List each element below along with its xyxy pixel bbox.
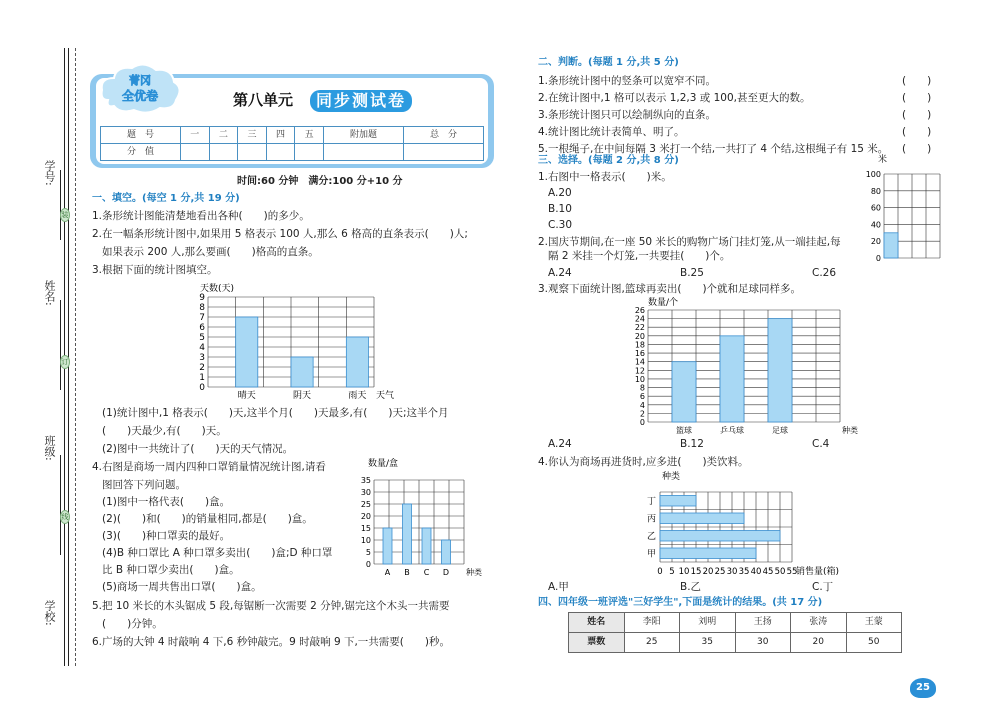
y-tick-label: 2 <box>199 363 205 373</box>
vote-header-cell: 姓名 <box>569 613 625 633</box>
vote-cell: 35 <box>680 633 736 653</box>
score-header-cell: 题 号 <box>101 127 181 144</box>
vote-cell: 30 <box>735 633 791 653</box>
y-tick-label: 16 <box>634 349 645 359</box>
bar <box>442 540 451 564</box>
y-tick-label: 乙 <box>646 531 656 542</box>
y-tick-label: 0 <box>639 418 645 427</box>
section2-title: 二、判断。(每题 1 分,共 5 分) <box>538 57 679 68</box>
x-tick-label: 0 <box>657 567 663 577</box>
score-value-row <box>101 144 484 161</box>
x-tick-label: 10 <box>678 567 690 577</box>
x-tick-label: 雨天 <box>348 391 367 401</box>
y-tick-label: 25 <box>360 500 371 509</box>
choice3-option-a[interactable]: A.24 <box>548 438 572 450</box>
vote-header-cell: 王扬 <box>735 613 791 633</box>
y-tick-label: 0 <box>199 383 205 393</box>
q3-1-text: (1)统计图中,1 格表示( )天,这半个月( )天最多,有( )天;这半个月 <box>102 407 449 419</box>
binding-dash-line <box>75 48 76 666</box>
y-tick-label: 5 <box>199 333 205 343</box>
unit-title: 第八单元 <box>233 91 294 109</box>
section4-title: 四、四年级一班评选"三好学生",下面是统计的结果。(共 17 分) <box>538 597 823 608</box>
section3-title: 三、选择。(每题 2 分,共 8 分) <box>538 155 679 166</box>
binding-mark-bottom: 线 <box>60 510 70 524</box>
y-tick-label: 22 <box>634 323 645 333</box>
logo-line2: 全优卷 <box>121 89 159 103</box>
score-header-cell: 总 分 <box>403 127 483 144</box>
q1-text: 1.条形统计图能清楚地看出各种( )的多少。 <box>92 210 310 222</box>
bar <box>660 496 696 507</box>
score-cell[interactable] <box>238 144 267 161</box>
choice3-option-b[interactable]: B.12 <box>680 438 704 450</box>
q5-text-b: ( )分钟。 <box>102 618 163 630</box>
y-tick-label: 10 <box>360 536 371 545</box>
binding-mark-mid: 订 <box>60 355 70 369</box>
choice4-option-b[interactable]: B.乙 <box>680 581 702 593</box>
bar <box>346 337 368 387</box>
y-tick-label: 24 <box>634 314 645 324</box>
x-tick-label: 5 <box>669 567 675 577</box>
y-tick-label: 丙 <box>646 514 656 525</box>
bar <box>291 357 313 387</box>
vote-header-cell: 王蒙 <box>846 613 902 633</box>
test-title: 同步测试卷 <box>310 90 412 112</box>
choice4-option-c[interactable]: C.丁 <box>812 581 834 593</box>
choice1-option-b[interactable]: B.10 <box>548 203 572 215</box>
bar <box>660 531 780 542</box>
bar <box>403 504 412 564</box>
judge4-answer[interactable]: ( ) <box>902 126 932 138</box>
x-axis-label: 种类 <box>842 426 858 435</box>
x-tick-label: B <box>404 568 410 577</box>
choice4-text: 4.你认为商场再进货时,应多进( )类饮料。 <box>538 456 749 468</box>
y-tick-label: 20 <box>634 331 645 341</box>
score-table <box>100 126 484 161</box>
score-cell[interactable] <box>180 144 209 161</box>
class-label: 班级: <box>43 435 56 461</box>
judge3-answer[interactable]: ( ) <box>902 109 932 121</box>
score-cell[interactable] <box>209 144 238 161</box>
q4-2-text: (2)( )和( )的销量相同,都是( )盒。 <box>102 513 313 525</box>
y-tick-label: 35 <box>360 476 371 485</box>
judge5-answer[interactable]: ( ) <box>902 143 932 155</box>
bar <box>660 548 756 559</box>
chart4-ylabel: 数量/个 <box>648 298 679 308</box>
score-value-label: 分 值 <box>101 144 181 161</box>
y-tick-label: 100 <box>865 170 881 179</box>
y-tick-label: 10 <box>634 374 645 384</box>
x-tick-label: D <box>442 568 450 577</box>
y-tick-label: 8 <box>639 383 645 393</box>
vote-row-label: 票数 <box>569 633 625 653</box>
bar <box>720 336 744 422</box>
judge5-text: 5.一根绳子,在中间每隔 3 米打一个结,一共打了 4 个结,这根绳子有 15 米。 <box>538 143 889 155</box>
name-label: 姓名: <box>43 280 56 306</box>
y-tick-label: 15 <box>360 524 371 533</box>
choice1-option-c[interactable]: C.30 <box>548 219 573 231</box>
q6-text: 6.广场的大钟 4 时敲响 4 下,6 秒钟敲完。9 时敲响 9 下,一共需要( )秒。 <box>92 636 450 648</box>
vote-table <box>568 612 902 653</box>
bar <box>768 319 792 422</box>
y-tick-label: 2 <box>639 409 645 419</box>
y-tick-label: 3 <box>199 353 205 363</box>
choice2-text-a: 2.国庆节期间,在一座 50 米长的购物广场门挂灯笼,从一端挂起,每 <box>538 236 841 248</box>
vote-header-row <box>569 613 902 633</box>
y-tick-label: 14 <box>634 357 645 367</box>
chart5-ylabel: 种类 <box>662 472 681 482</box>
x-tick-label: 20 <box>702 567 714 577</box>
y-tick-label: 80 <box>870 186 881 196</box>
q4-5-text: (5)商场一周共售出口罩( )盒。 <box>102 581 262 593</box>
choice1-option-a[interactable]: A.20 <box>548 187 572 199</box>
y-tick-label: 1 <box>199 373 205 383</box>
q3-1-text-b: ( )天最少,有( )天。 <box>102 425 227 437</box>
score-header-cell: 一 <box>180 127 209 144</box>
y-tick-label: 6 <box>639 392 645 402</box>
ball-sales-chart <box>614 296 864 436</box>
chart1-ylabel: 天数(天) <box>200 284 235 294</box>
q4-4-text-a: (4)B 种口罩比 A 种口罩多卖出( )盒;D 种口罩 <box>102 547 333 559</box>
q4-text-b: 图回答下列问题。 <box>102 479 186 491</box>
choice4-option-a[interactable]: A.甲 <box>548 581 569 593</box>
score-header-cell: 附加题 <box>323 127 403 144</box>
chart3-ylabel: 米 <box>878 155 888 165</box>
y-tick-label: 26 <box>634 306 645 315</box>
y-tick-label: 60 <box>870 203 881 213</box>
y-tick-label: 20 <box>870 237 881 247</box>
q4-3-text: (3)( )种口罩卖的最好。 <box>102 530 231 542</box>
x-tick-label: 35 <box>738 567 750 577</box>
y-tick-label: 30 <box>360 488 371 497</box>
y-tick-label: 0 <box>365 560 371 569</box>
judge2-answer[interactable]: ( ) <box>902 92 932 104</box>
x-tick-label: A <box>384 568 391 577</box>
y-tick-label: 40 <box>870 220 881 230</box>
score-cell[interactable] <box>295 144 324 161</box>
section1-title: 一、填空。(每空 1 分,共 19 分) <box>92 193 240 204</box>
vote-value-row <box>569 633 902 653</box>
q3-text: 3.根据下面的统计图填空。 <box>92 264 218 276</box>
vote-header-cell: 李阳 <box>624 613 680 633</box>
y-tick-label: 5 <box>365 548 371 557</box>
cloud-logo-icon <box>98 60 182 118</box>
school-label: 学校: <box>43 600 56 626</box>
q2-text-a: 2.在一幅条形统计图中,如果用 5 格表示 100 人,那么 6 格高的直条表示( )人; <box>92 228 468 240</box>
y-tick-label: 4 <box>199 343 205 353</box>
y-tick-label: 7 <box>199 313 205 323</box>
weather-bar-chart <box>178 281 398 403</box>
score-header-cell: 四 <box>266 127 295 144</box>
student-id-blank <box>60 170 61 240</box>
x-tick-label: 足球 <box>772 426 788 435</box>
student-id-label: 学号: <box>43 160 56 186</box>
score-header-cell: 三 <box>238 127 267 144</box>
q3-2-text: (2)图中一共统计了( )天的天气情况。 <box>102 443 294 455</box>
score-cell[interactable] <box>266 144 295 161</box>
bar <box>422 528 431 564</box>
x-tick-label: 50 <box>774 567 786 577</box>
score-header-cell: 二 <box>209 127 238 144</box>
judge4-text: 4.统计图比统计表简单、明了。 <box>538 126 685 138</box>
bar <box>236 317 258 387</box>
y-tick-label: 18 <box>634 340 645 350</box>
vote-cell: 50 <box>846 633 902 653</box>
y-tick-label: 甲 <box>646 549 656 560</box>
x-axis-label: 天气 <box>376 391 395 401</box>
y-tick-label: 9 <box>199 293 205 303</box>
bar <box>660 513 744 524</box>
judge1-answer[interactable]: ( ) <box>902 75 932 87</box>
choice3-text: 3.观察下面统计图,篮球再卖出( )个就和足球同样多。 <box>538 283 802 295</box>
choice2-option-c[interactable]: C.26 <box>812 267 837 279</box>
y-tick-label: 0 <box>875 254 881 263</box>
q4-1-text: (1)图中一格代表( )盒。 <box>102 496 231 508</box>
class-blank <box>60 455 61 555</box>
x-tick-label: 乒乓球 <box>720 426 744 435</box>
x-tick-label: 40 <box>750 567 762 577</box>
x-tick-label: 25 <box>714 567 726 577</box>
x-tick-label: 30 <box>726 567 738 577</box>
choice2-option-b[interactable]: B.25 <box>680 267 704 279</box>
y-tick-label: 12 <box>634 366 645 376</box>
y-tick-label: 8 <box>199 303 205 313</box>
time-info: 时间:60 分钟 满分:100 分+10 分 <box>237 176 403 187</box>
logo-line1: 菁冈 <box>129 74 151 87</box>
mask-sales-chart <box>338 456 498 582</box>
binding-mark-top: 装 <box>60 208 70 222</box>
q5-text-a: 5.把 10 米长的木头锯成 5 段,每锯断一次需要 2 分钟,锯完这个木头一共需要 <box>92 600 450 612</box>
vote-cell: 25 <box>624 633 680 653</box>
choice1-text: 1.右图中一格表示( )米。 <box>538 171 672 183</box>
chart2-ylabel: 数量/盒 <box>368 459 399 469</box>
x-axis-label: 种类 <box>466 568 482 577</box>
score-cell[interactable] <box>323 144 403 161</box>
bar <box>383 528 392 564</box>
x-axis-label: 销售量(箱) <box>796 567 840 577</box>
x-tick-label: C <box>423 568 430 577</box>
name-blank <box>60 300 61 390</box>
bar <box>672 362 696 422</box>
vote-cell: 20 <box>791 633 847 653</box>
judge2-text: 2.在统计图中,1 格可以表示 1,2,3 或 100,甚至更大的数。 <box>538 92 811 104</box>
rope-length-chart <box>862 152 948 264</box>
score-header-row <box>101 127 484 144</box>
choice2-text-b: 隔 2 米挂一个灯笼,一共要挂( )个。 <box>548 250 731 262</box>
q4-4-text-b: 比 B 种口罩少卖出( )盒。 <box>102 564 240 576</box>
choice3-option-c[interactable]: C.4 <box>812 438 830 450</box>
x-tick-label: 55 <box>786 567 798 577</box>
x-tick-label: 45 <box>762 567 774 577</box>
vote-header-cell: 刘明 <box>680 613 736 633</box>
choice2-option-a[interactable]: A.24 <box>548 267 572 279</box>
drink-sales-chart <box>630 470 840 578</box>
y-tick-label: 20 <box>360 512 371 521</box>
y-tick-label: 4 <box>639 400 645 410</box>
y-tick-label: 6 <box>199 323 205 333</box>
score-header-cell: 五 <box>295 127 324 144</box>
score-cell[interactable] <box>403 144 483 161</box>
judge3-text: 3.条形统计图只可以绘制纵向的直条。 <box>538 109 717 121</box>
x-tick-label: 篮球 <box>676 426 692 435</box>
q4-text-a: 4.右图是商场一周内四种口罩销量情况统计图,请看 <box>92 461 326 473</box>
x-tick-label: 晴天 <box>237 391 256 401</box>
judge1-text: 1.条形统计图中的竖条可以宽窄不同。 <box>538 75 717 87</box>
x-tick-label: 15 <box>690 567 702 577</box>
vote-header-cell: 张涛 <box>791 613 847 633</box>
bar <box>884 233 898 258</box>
q2-text-b: 如果表示 200 人,那么要画( )格高的直条。 <box>102 246 319 258</box>
y-tick-label: 丁 <box>646 496 656 507</box>
page-number: 25 <box>910 678 936 698</box>
x-tick-label: 阴天 <box>293 391 312 401</box>
